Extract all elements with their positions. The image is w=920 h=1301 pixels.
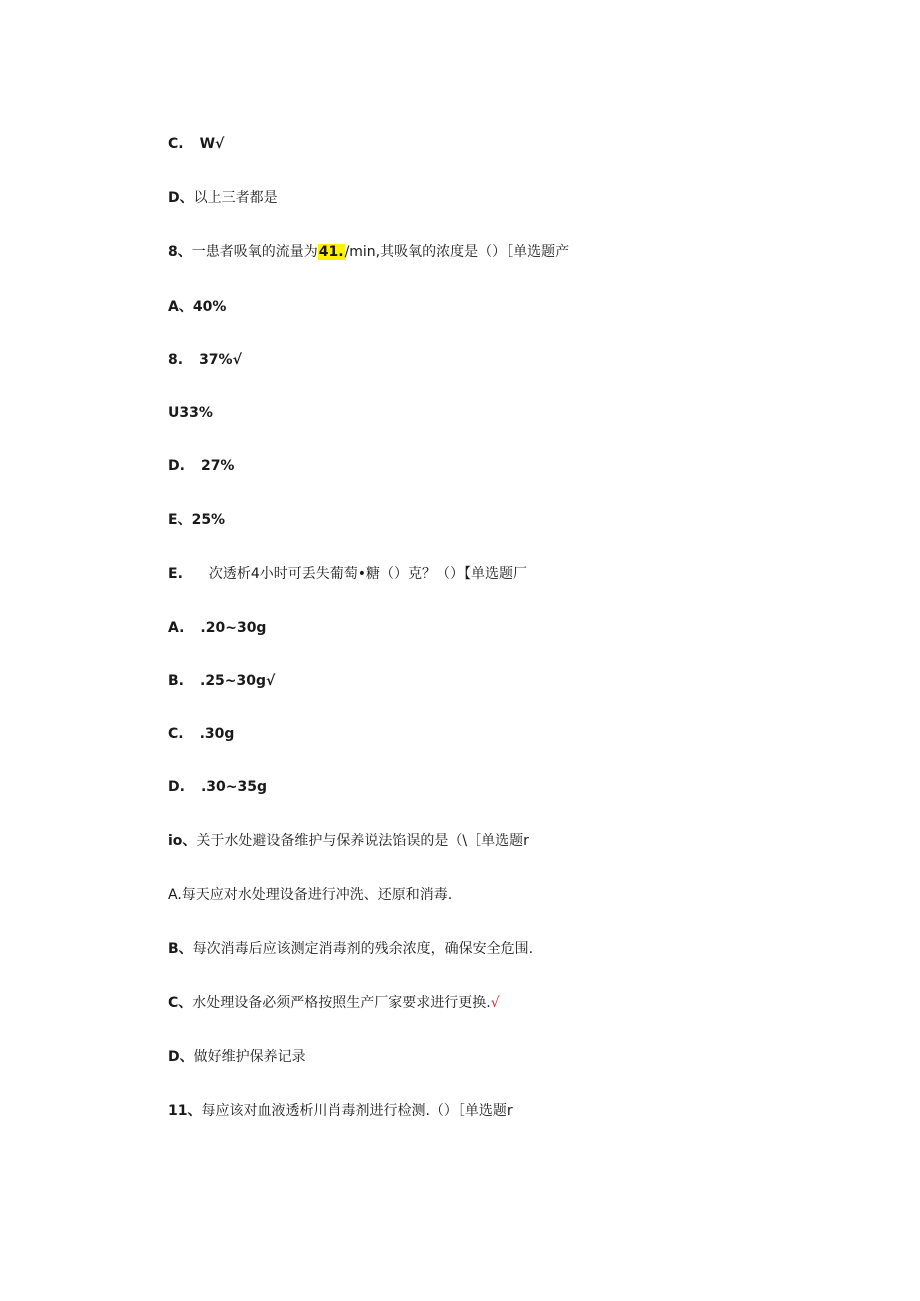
option-prefix: A. [168,887,182,903]
question-text-part2: /min,其吸氧的浓度是（）［单选题产 [344,244,570,260]
check-mark-icon: √ [490,995,500,1011]
option-text: .30g [199,726,235,742]
option-c-30 [168,725,234,743]
option-prefix: D. [168,458,185,474]
question-11 [168,1102,513,1120]
option-prefix: E、 [168,512,192,528]
question-number: 8、 [168,244,192,260]
option-d-all [168,189,278,207]
option-text: 以上三者都是 [193,190,278,206]
option-text: 水处理设备必须严格按照生产厂家要求进行更换. [192,995,491,1011]
option-8-37 [168,351,242,369]
question-8 [168,243,569,261]
option-text: .20~30g [200,620,267,636]
option-u33 [168,404,213,422]
option-text: 40% [192,299,227,315]
question-10 [168,832,529,850]
option-prefix: D、 [168,1049,194,1065]
question-text: 关于水处避设备维护与保养说法馅误的是（\［单选题r [196,833,529,849]
option-b-residual [168,940,533,958]
option-text: 25% [191,512,226,528]
question-e-dialysis [168,565,527,583]
option-prefix: 8. [168,352,184,368]
option-prefix: A、 [168,299,193,315]
highlighted-value: 41. [318,244,344,260]
option-text: .25~30g√ [200,673,276,689]
option-prefix: C. [168,726,184,742]
option-text: W√ [199,136,225,152]
option-prefix: C、 [168,995,193,1011]
question-number: E. [168,566,183,582]
option-c-w [168,135,224,153]
option-prefix: A. [168,620,185,636]
question-text: 次透析4小时可丢失葡萄•糖（）克？（）【单选题厂 [208,566,528,582]
option-text: 每次消毒后应该测定消毒剂的残余浓度，确保安全危围. [192,941,534,957]
question-text-part1: 一患者吸氧的流量为 [191,244,318,260]
option-prefix: D. [168,779,185,795]
option-a-daily-flush [168,886,452,904]
option-prefix: B. [168,673,184,689]
option-d-27 [168,457,234,475]
option-text: 27% [200,458,235,474]
option-b-25-30 [168,672,275,690]
option-prefix: B、 [168,941,193,957]
option-text: .30~35g [200,779,267,795]
option-a-20-30 [168,619,266,637]
option-text: 做好维护保养记录 [193,1049,306,1065]
option-d-30-35 [168,778,267,796]
option-c-replace [168,994,500,1012]
option-prefix: D、 [168,190,194,206]
question-number: io、 [168,833,197,849]
option-prefix: C. [168,136,184,152]
option-e-25 [168,511,225,529]
option-d-records [168,1048,306,1066]
question-text: 每应该对血液透析川肖毒剂进行检测.（）［单选题r [201,1103,513,1119]
question-number: 11、 [168,1103,202,1119]
option-a-40 [168,298,226,316]
option-text: 37%√ [199,352,242,368]
option-text: U33% [168,405,213,421]
option-text: 每天应对水处理设备进行冲洗、还原和消毒. [181,887,453,903]
